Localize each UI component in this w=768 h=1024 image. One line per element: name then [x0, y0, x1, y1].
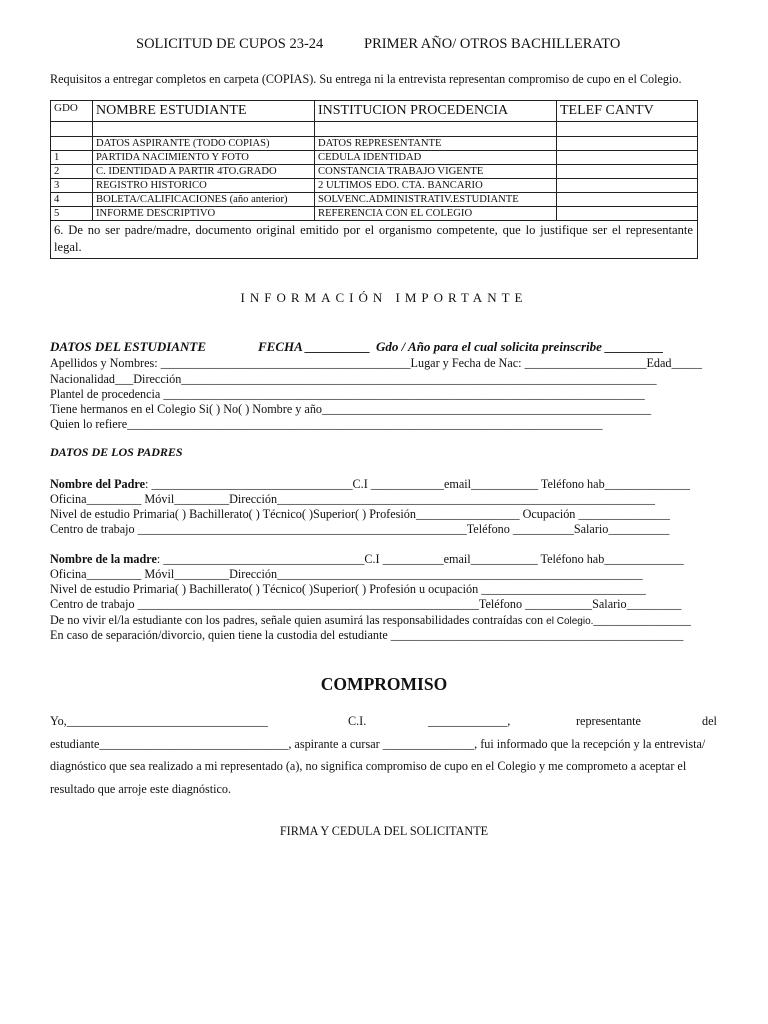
father-work-line[interactable]: Centro de trabajo ______________________________________________________Teléfono __________Salario__________	[50, 522, 670, 536]
table-row	[51, 193, 698, 207]
title-left: SOLICITUD DE CUPOS 23-24	[136, 36, 324, 52]
row-number: 2	[51, 165, 93, 179]
mother-office-line[interactable]: Oficina_________ Móvil_________Dirección____________________________________________________________	[50, 567, 643, 581]
commitment-title: COMPROMISO	[320, 674, 448, 694]
row-number: 1	[51, 151, 93, 165]
representante-item: CEDULA IDENTIDAD	[315, 151, 557, 165]
father-name-line[interactable]	[50, 477, 690, 492]
yo-field[interactable]: Yo,_________________________________	[50, 714, 268, 728]
representante-item: CONSTANCIA TRABAJO VIGENTE	[315, 165, 557, 179]
ci-field[interactable]: _____________,	[428, 714, 511, 728]
aspirante-item: REGISTRO HISTORICO	[93, 179, 315, 193]
telefono-input-cell[interactable]	[557, 122, 698, 137]
table-row	[51, 207, 698, 221]
info-title: INFORMACIÓN IMPORTANTE	[240, 290, 528, 305]
student-referral-line[interactable]: Quien lo refiere______________________________________________________________________________	[50, 417, 603, 431]
mother-education-line[interactable]: Nivel de estudio Primaria( ) Bachillerato( ) Técnico( )Superior( ) Profesión u ocupación ___________________________	[50, 582, 646, 596]
representante-item: 2 ULTIMOS EDO. CTA. BANCARIO	[315, 179, 557, 193]
commitment-line-3: diagnóstico que sea realizado a mi representado (a), no significa compromiso de cupo en el Colegio y me comprometo a aceptar el	[50, 759, 687, 773]
father-label: Nombre del Padre	[50, 477, 146, 491]
representante-label: representante	[576, 714, 641, 728]
ci-label: C.I.	[348, 714, 367, 728]
institucion-input-cell[interactable]	[315, 122, 557, 137]
requirements-table	[50, 100, 698, 259]
table-row	[51, 151, 698, 165]
custody-line[interactable]: En caso de separación/divorcio, quien tiene la custodia del estudiante ________________________________________________	[50, 628, 684, 642]
subheader-representante: DATOS REPRESENTANTE	[315, 137, 557, 151]
title-right: PRIMER AÑO/ OTROS BACHILLERATO	[364, 36, 621, 52]
fecha-field[interactable]: FECHA __________	[258, 339, 371, 354]
table-note: 6. De no ser padre/madre, documento original emitido por el organismo competente, que lo justifique ser el representante legal.	[51, 221, 698, 259]
father-office-line[interactable]: Oficina_________ Móvil_________Dirección______________________________________________________________	[50, 492, 655, 506]
requirements-text: Requisitos a entregar completos en carpeta (COPIAS). Su entrega ni la entrevista representan compromiso de cupo en el Colegio.	[50, 72, 682, 86]
representante-item: SOLVENC.ADMINISTRATIV.ESTUDIANTE	[315, 193, 557, 207]
student-school-line[interactable]: Plantel de procedencia _______________________________________________________________________________	[50, 387, 645, 401]
row-number: 3	[51, 179, 93, 193]
student-names-line[interactable]: Apellidos y Nombres: _________________________________________Lugar y Fecha de Nac: ____________________Edad_____	[50, 356, 702, 370]
aspirante-item: PARTIDA NACIMIENTO Y FOTO	[93, 151, 315, 165]
commitment-line-4: resultado que arroje este diagnóstico.	[50, 782, 232, 796]
mother-work-line[interactable]: Centro de trabajo ________________________________________________________Teléfono ___________Salario_________	[50, 597, 682, 611]
blank-entry-row	[51, 122, 698, 137]
responsible-tail: el Colegio.	[546, 616, 594, 627]
aspirante-item: C. IDENTIDAD A PARTIR 4TO.GRADO	[93, 165, 315, 179]
subheader-aspirante: DATOS ASPIRANTE (TODO COPIAS)	[93, 137, 315, 151]
nombre-input-cell[interactable]	[93, 122, 315, 137]
mother-name-line[interactable]	[50, 552, 684, 567]
mother-name-fields[interactable]: : _________________________________C.I __________email___________ Teléfono hab_____________	[156, 552, 684, 566]
commitment-line-2[interactable]: estudiante_______________________________, aspirante a cursar _______________, fui informado que la recepción y la entrevista/	[50, 737, 706, 751]
row-number: 4	[51, 193, 93, 207]
table-row	[51, 179, 698, 193]
gdo-input-cell[interactable]	[51, 122, 93, 137]
table-note-row	[51, 221, 698, 259]
signature-label: FIRMA Y CEDULA DEL SOLICITANTE	[279, 824, 489, 838]
table-header-row	[51, 101, 698, 122]
aspirante-item: INFORME DESCRIPTIVO	[93, 207, 315, 221]
parents-section-title: DATOS DE LOS PADRES	[50, 445, 183, 459]
table-row	[51, 165, 698, 179]
header-telefono: TELEF CANTV	[557, 101, 698, 122]
representante-item: REFERENCIA CON EL COLEGIO	[315, 207, 557, 221]
header-gdo: GDO	[51, 101, 93, 122]
gdo-field[interactable]: Gdo / Año para el cual solicita preinscribe _________	[376, 339, 664, 354]
table-row	[51, 137, 698, 151]
student-siblings-line[interactable]: Tiene hermanos en el Colegio Si( ) No( ) Nombre y año______________________________________________________	[50, 402, 652, 416]
father-name-fields[interactable]: : _________________________________C.I ____________email___________ Teléfono hab______________	[145, 477, 690, 491]
aspirante-item: BOLETA/CALIFICACIONES (año anterior)	[93, 193, 315, 207]
student-nationality-line[interactable]: Nacionalidad___Dirección______________________________________________________________________________	[50, 372, 657, 386]
row-number: 5	[51, 207, 93, 221]
responsible-line[interactable]: De no vivir el/la estudiante con los padres, señale quien asumirá las responsabilidades contraídas con el Colegio.________________	[50, 613, 691, 627]
header-nombre-estudiante: NOMBRE ESTUDIANTE	[93, 101, 315, 122]
responsible-text: De no vivir el/la estudiante con los padres, señale quien asumirá las responsabilidades contraídas con	[50, 613, 544, 627]
mother-label: Nombre de la madre	[50, 552, 157, 566]
header-institucion: INSTITUCION PROCEDENCIA	[315, 101, 557, 122]
del-label: del	[702, 714, 717, 728]
student-section-title: DATOS DEL ESTUDIANTE	[50, 339, 207, 354]
father-education-line[interactable]: Nivel de estudio Primaria( ) Bachillerato( ) Técnico( )Superior( ) Profesión_________________ Ocupación _______________	[50, 507, 670, 521]
